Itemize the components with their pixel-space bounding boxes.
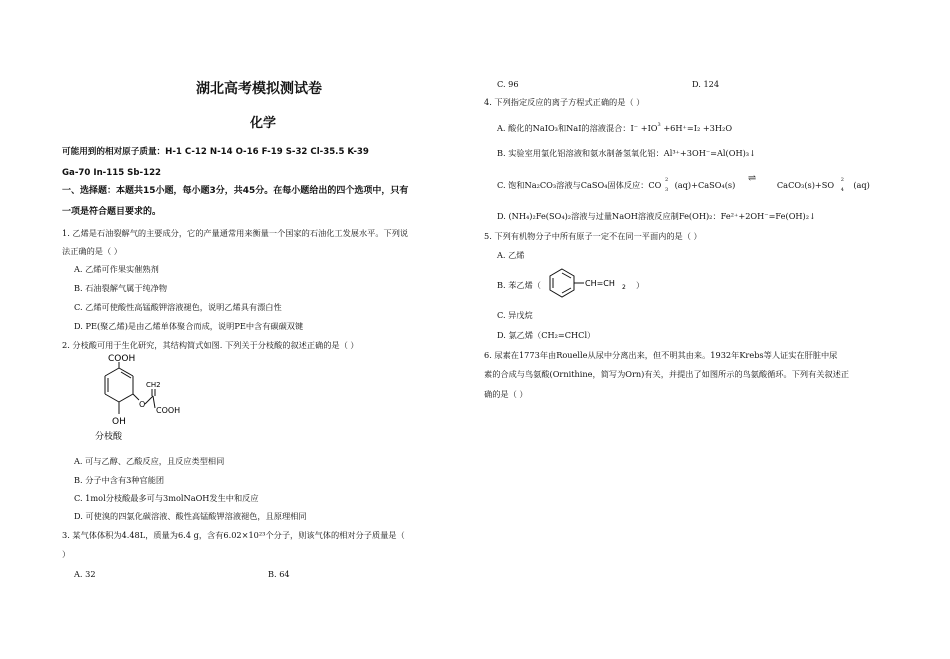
subject-title: 化学 <box>250 116 277 131</box>
q4-option-c-mid: (aq)+CaSO₄(s) <box>674 180 736 190</box>
styrene-vinyl-label: CH=CH <box>585 279 615 288</box>
q1-option-d: D. PE(聚乙烯)是由乙烯单体聚合而成，说明PE中含有碳碳双键 <box>74 321 304 331</box>
fig-ch2-label: CH2 <box>146 381 161 389</box>
q4-option-c-sup2: 2 <box>840 177 844 183</box>
q4-option-c-right: CaCO₃(s)+SO <box>776 180 835 190</box>
q3-option-a: A. 32 <box>74 569 96 579</box>
q4-option-c-sub1: 3 <box>664 187 669 193</box>
styrene-vinyl-subscript: 2 <box>622 284 626 291</box>
q6-line1: 6. 尿素在1773年由Rouelle从尿中分离出来，但不明其由来。1932年Krebs等人证实在肝脏中尿 <box>484 350 838 360</box>
atomic-masses-line1: 可能用到的相对原子质量：H-1 C-12 N-14 O-16 F-19 S-32 Cl-35.5 K-39 <box>62 147 369 157</box>
q4-option-a-sup: 3 <box>657 122 661 128</box>
q3-stem-line1: 3. 某气体体积为4.48L，质量为6.4 g，含有6.02×10²³个分子，则该气体的相对分子质量是（ <box>62 530 405 540</box>
q4-option-a-main: A. 酸化的NaIO₃和NaI的溶液混合：I⁻ +IO <box>497 123 658 133</box>
q5-option-b-suffix: ） <box>636 280 645 290</box>
fig-oh-label: OH <box>112 417 126 427</box>
q1-option-a: A. 乙烯可作果实催熟剂 <box>74 264 159 274</box>
q4-option-c-sub2: 4 <box>840 187 844 193</box>
q4-stem: 4. 下列指定反应的离子方程式正确的是（ ） <box>484 97 645 107</box>
fig-o-label: O <box>139 400 146 409</box>
q4-option-a <box>497 123 732 136</box>
chorismic-acid-structure <box>82 352 181 444</box>
q4-option-a-rest: +6H⁺=I₂ +3H₂O <box>663 123 733 133</box>
q2-option-b: B. 分子中含有3种官能团 <box>74 475 165 485</box>
q5-option-c: C. 异戊烷 <box>497 310 533 320</box>
styrene-structure <box>548 266 634 300</box>
section1-heading-line2: 一项是符合题目要求的。 <box>62 207 162 217</box>
q2-option-a: A. 可与乙醇、乙酸反应，且反应类型相同 <box>74 456 225 466</box>
q3-option-d: D. 124 <box>692 79 720 89</box>
fig-cooh-right-label: COOH <box>156 406 181 415</box>
q1-option-b: B. 石油裂解气属于纯净物 <box>74 283 168 293</box>
q2-option-d: D. 可使溴的四氯化碳溶液、酸性高锰酸钾溶液褪色，且原理相同 <box>74 511 307 521</box>
q5-stem: 5. 下列有机物分子中所有原子一定不在同一平面内的是（ ） <box>484 231 702 241</box>
fig-cooh-top-label: COOH <box>108 354 136 364</box>
q5-option-d: D. 氯乙烯（CH₂=CHCl） <box>497 330 596 340</box>
exam-title: 湖北高考模拟测试卷 <box>196 81 322 97</box>
q4-option-b: B. 实验室用氯化铝溶液和氨水制备氢氧化铝：Al³⁺+3OH⁻=Al(OH)₃↓ <box>497 148 756 158</box>
fig-caption: 分枝酸 <box>95 432 123 442</box>
q2-stem: 2. 分枝酸可用于生化研究，其结构简式如图. 下列关于分枝酸的叙述正确的是（ ） <box>62 340 359 350</box>
q3-stem-line2: ） <box>62 549 71 559</box>
q4-option-c <box>497 173 870 193</box>
q4-option-c-main: C. 饱和Na₂CO₃溶液与CaSO₄固体反应：CO <box>497 180 662 190</box>
q1-option-c: C. 乙烯可使酸性高锰酸钾溶液褪色，说明乙烯具有漂白性 <box>74 302 282 312</box>
q3-option-b: B. 64 <box>268 569 290 579</box>
q1-stem-line2: 法正确的是（ ） <box>62 246 122 256</box>
q6-line2: 素的合成与鸟氨酸(Ornithine，简写为Orn)有关，并提出了如图所示的鸟氨酸循环。下列有关叙述正 <box>484 369 850 379</box>
q4-option-c-end: (aq) <box>853 180 870 190</box>
q4-option-d: D. (NH₄)₂Fe(SO₄)₂溶液与过量NaOH溶液反应制Fe(OH)₂：Fe²⁺+2OH⁻=Fe(OH)₂↓ <box>497 211 816 221</box>
q1-stem-line1: 1. 乙烯是石油裂解气的主要成分，它的产量通常用来衡量一个国家的石油化工发展水平。下列说 <box>62 228 409 238</box>
q6-line3: 确的是（ ） <box>484 389 528 399</box>
section1-heading-line1: 一、选择题：本题共15小题，每小题3分，共45分。在每小题给出的四个选项中，只有 <box>62 186 409 196</box>
q5-option-a: A. 乙烯 <box>497 250 525 260</box>
q2-option-c: C. 1mol分枝酸最多可与3molNaOH发生中和反应 <box>74 493 259 503</box>
q4-option-c-sup1: 2 <box>664 177 669 183</box>
atomic-masses-line2: Ga-70 In-115 Sb-122 <box>62 168 162 178</box>
equilibrium-arrow-icon: ⇌ <box>747 173 757 184</box>
q5-option-b-prefix: B. 苯乙烯（ <box>497 280 541 290</box>
q3-option-c: C. 96 <box>497 79 519 89</box>
